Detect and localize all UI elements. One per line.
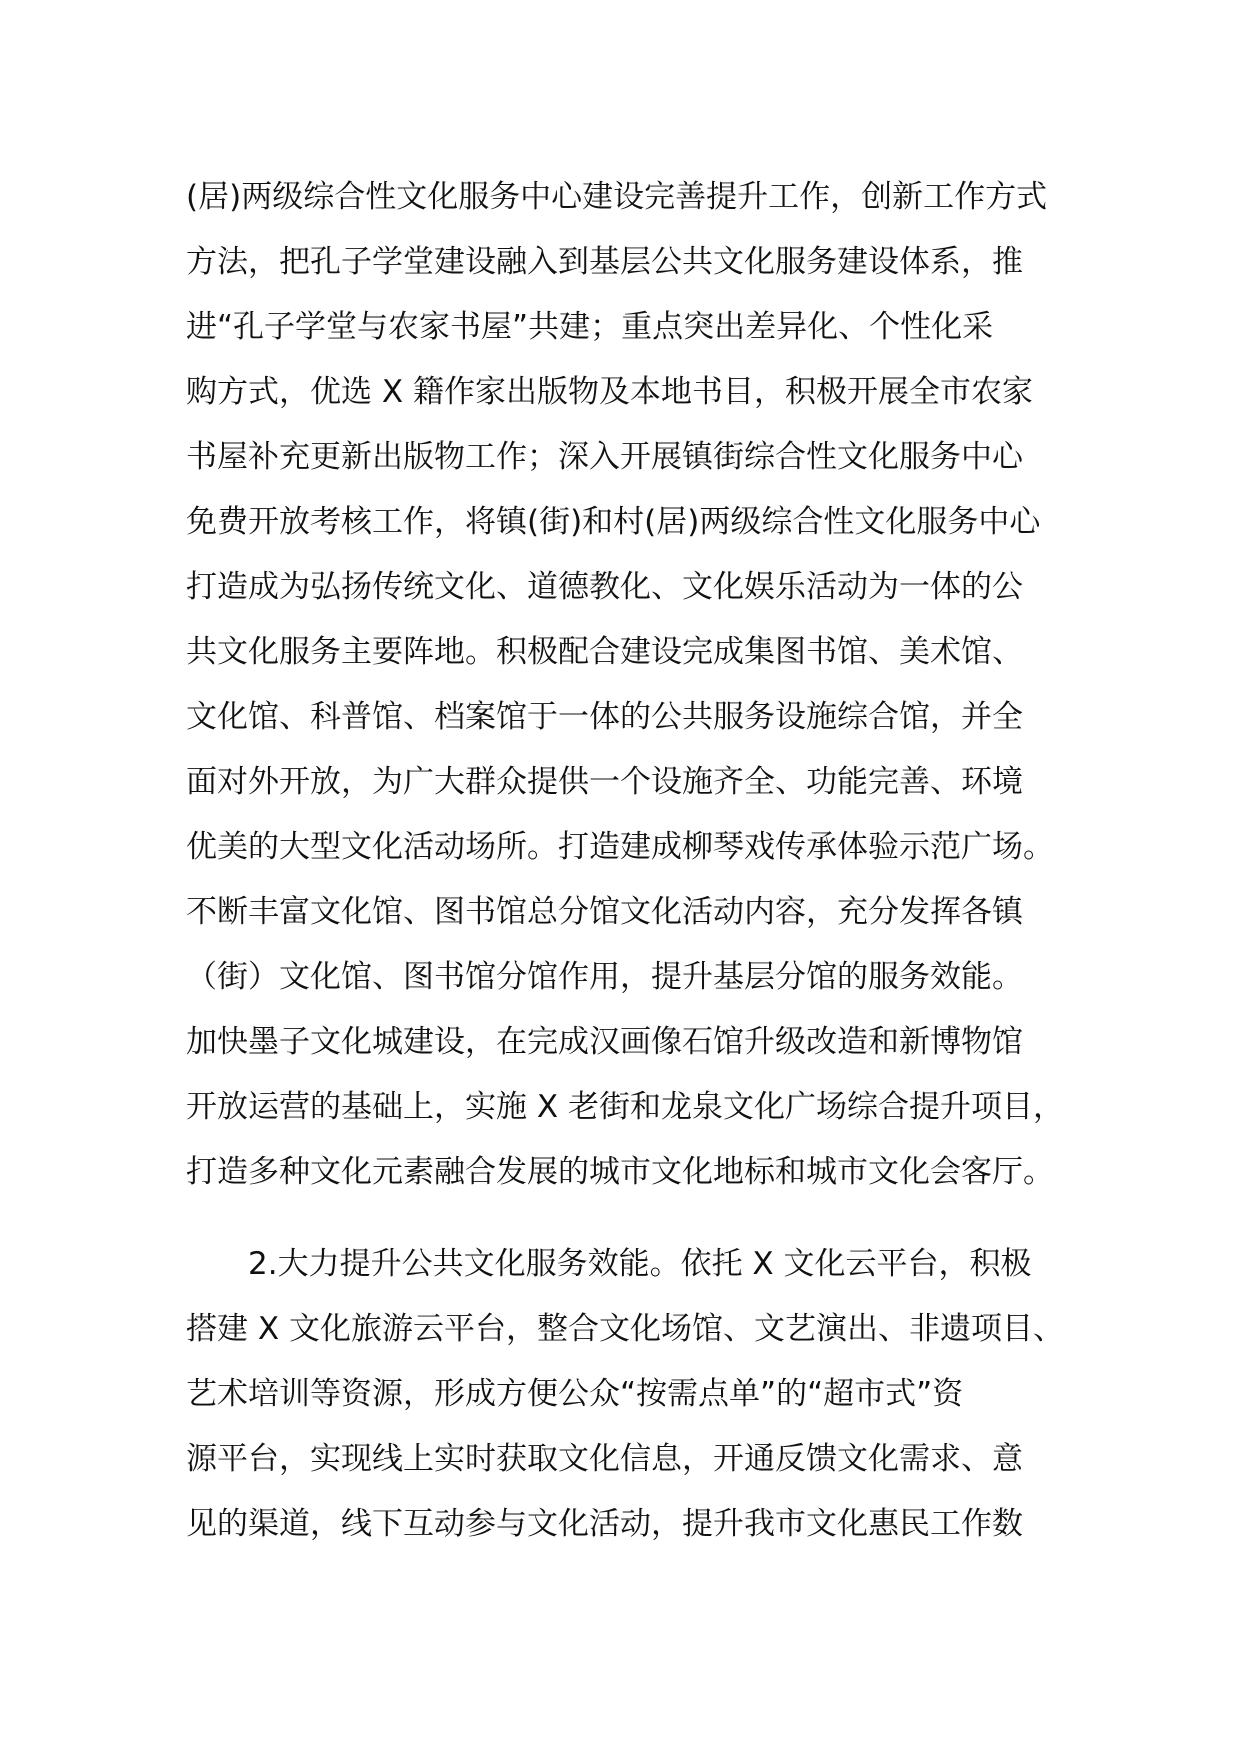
text-line: 见的渠道，线下互动参与文化活动，提升我市文化惠民工作数 bbox=[186, 1506, 1023, 1542]
text-line: 面对外开放，为广大群众提供一个设施齐全、功能完善、环境 bbox=[186, 764, 1023, 800]
text-line: (居)两级综合性文化服务中心建设完善提升工作，创新工作方式 bbox=[186, 179, 1048, 215]
text-line: 艺术培训等资源，形成方便公众“按需点单”的“超市式”资 bbox=[186, 1376, 964, 1412]
text-line: 不断丰富文化馆、图书馆总分馆文化活动内容，充分发挥各镇 bbox=[186, 894, 1023, 930]
text-line: 书屋补充更新出版物工作；深入开展镇街综合性文化服务中心 bbox=[186, 439, 1023, 475]
text-line: 方法，把孔子学堂建设融入到基层公共文化服务建设体系，推 bbox=[186, 244, 1023, 280]
text-line: 购方式，优选 X 籍作家出版物及本地书目，积极开展全市农家 bbox=[186, 374, 1033, 410]
text-line: 优美的大型文化活动场所。打造建成柳琴戏传承体验示范广场。 bbox=[186, 829, 1054, 865]
text-line: 开放运营的基础上，实施 X 老街和龙泉文化广场综合提升项目， bbox=[186, 1089, 1064, 1125]
text-line: 免费开放考核工作，将镇(街)和村(居)两级综合性文化服务中心 bbox=[186, 504, 1041, 540]
text-line: 打造成为弘扬传统文化、道德教化、文化娱乐活动为一体的公 bbox=[186, 569, 1023, 605]
text-line: 源平台，实现线上实时获取文化信息，开通反馈文化需求、意 bbox=[186, 1441, 1023, 1477]
text-line: 打造多种文化元素融合发展的城市文化地标和城市文化会客厅。 bbox=[186, 1154, 1054, 1190]
text-line: （街）文化馆、图书馆分馆作用，提升基层分馆的服务效能。 bbox=[186, 959, 1023, 995]
text-line: 共文化服务主要阵地。积极配合建设完成集图书馆、美术馆、 bbox=[186, 634, 1023, 670]
text-line: 文化馆、科普馆、档案馆于一体的公共服务设施综合馆，并全 bbox=[186, 699, 1023, 735]
text-line: 搭建 X 文化旅游云平台，整合文化场馆、文艺演出、非遗项目、 bbox=[186, 1311, 1064, 1347]
text-line: 2.大力提升公共文化服务效能。依托 X 文化云平台，积极 bbox=[248, 1246, 1032, 1282]
text-line: 进“孔子学堂与农家书屋”共建；重点突出差异化、个性化采 bbox=[186, 309, 994, 345]
text-line: 加快墨子文化城建设，在完成汉画像石馆升级改造和新博物馆 bbox=[186, 1024, 1023, 1060]
